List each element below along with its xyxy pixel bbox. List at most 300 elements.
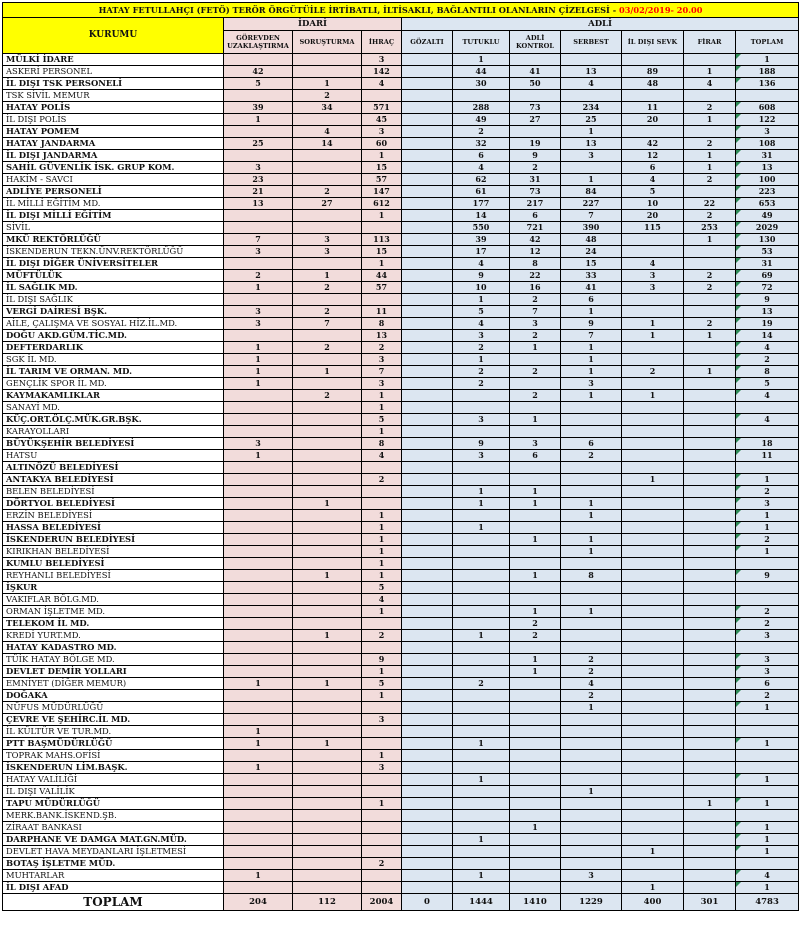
value-cell[interactable] bbox=[293, 822, 362, 834]
value-cell[interactable] bbox=[510, 462, 561, 474]
value-cell[interactable]: 2 bbox=[453, 378, 510, 390]
value-cell[interactable]: 25 bbox=[224, 138, 293, 150]
value-cell[interactable]: 72 bbox=[736, 282, 799, 294]
value-cell[interactable]: 9 bbox=[736, 570, 799, 582]
value-cell[interactable] bbox=[622, 774, 684, 786]
value-cell[interactable] bbox=[622, 582, 684, 594]
value-cell[interactable] bbox=[736, 810, 799, 822]
institution-name-cell[interactable]: SİVİL bbox=[3, 222, 224, 234]
value-cell[interactable]: 1 bbox=[453, 498, 510, 510]
value-cell[interactable]: 571 bbox=[362, 102, 402, 114]
value-cell[interactable] bbox=[293, 294, 362, 306]
value-cell[interactable] bbox=[293, 702, 362, 714]
value-cell[interactable] bbox=[622, 690, 684, 702]
value-cell[interactable]: 3 bbox=[362, 126, 402, 138]
value-cell[interactable]: 1 bbox=[224, 366, 293, 378]
value-cell[interactable] bbox=[402, 438, 453, 450]
institution-name-cell[interactable]: MKÜ REKTÖRLÜĞÜ bbox=[3, 234, 224, 246]
value-cell[interactable] bbox=[510, 594, 561, 606]
value-cell[interactable]: 1 bbox=[561, 702, 622, 714]
value-cell[interactable] bbox=[561, 846, 622, 858]
value-cell[interactable] bbox=[224, 606, 293, 618]
value-cell[interactable] bbox=[510, 126, 561, 138]
value-cell[interactable] bbox=[224, 690, 293, 702]
institution-name-cell[interactable]: VERGİ DAİRESİ BŞK. bbox=[3, 306, 224, 318]
total-value-cell[interactable]: 400 bbox=[622, 894, 684, 911]
value-cell[interactable]: 2 bbox=[510, 294, 561, 306]
value-cell[interactable]: 6 bbox=[510, 210, 561, 222]
value-cell[interactable] bbox=[402, 330, 453, 342]
value-cell[interactable] bbox=[224, 258, 293, 270]
value-cell[interactable] bbox=[362, 774, 402, 786]
value-cell[interactable] bbox=[402, 822, 453, 834]
value-cell[interactable]: 8 bbox=[736, 366, 799, 378]
value-cell[interactable]: 1 bbox=[561, 306, 622, 318]
value-cell[interactable] bbox=[224, 90, 293, 102]
value-cell[interactable]: 61 bbox=[453, 186, 510, 198]
value-cell[interactable] bbox=[453, 810, 510, 822]
value-cell[interactable] bbox=[402, 726, 453, 738]
value-cell[interactable] bbox=[402, 54, 453, 66]
value-cell[interactable] bbox=[736, 858, 799, 870]
value-cell[interactable]: 6 bbox=[561, 438, 622, 450]
value-cell[interactable] bbox=[684, 654, 736, 666]
value-cell[interactable] bbox=[362, 822, 402, 834]
value-cell[interactable] bbox=[224, 426, 293, 438]
value-cell[interactable] bbox=[293, 882, 362, 894]
value-cell[interactable]: 1 bbox=[224, 726, 293, 738]
value-cell[interactable]: 2 bbox=[510, 162, 561, 174]
value-cell[interactable] bbox=[293, 426, 362, 438]
value-cell[interactable] bbox=[402, 762, 453, 774]
value-cell[interactable]: 721 bbox=[510, 222, 561, 234]
value-cell[interactable] bbox=[684, 786, 736, 798]
value-cell[interactable] bbox=[362, 810, 402, 822]
value-cell[interactable]: 2 bbox=[736, 486, 799, 498]
value-cell[interactable] bbox=[622, 498, 684, 510]
value-cell[interactable] bbox=[224, 150, 293, 162]
value-cell[interactable] bbox=[622, 54, 684, 66]
value-cell[interactable] bbox=[293, 654, 362, 666]
institution-name-cell[interactable]: TAPU MÜDÜRLÜĞÜ bbox=[3, 798, 224, 810]
value-cell[interactable] bbox=[684, 702, 736, 714]
value-cell[interactable]: 39 bbox=[453, 234, 510, 246]
value-cell[interactable]: 1 bbox=[684, 798, 736, 810]
value-cell[interactable]: 1 bbox=[453, 834, 510, 846]
value-cell[interactable] bbox=[293, 690, 362, 702]
value-cell[interactable] bbox=[293, 114, 362, 126]
value-cell[interactable] bbox=[622, 522, 684, 534]
value-cell[interactable] bbox=[622, 570, 684, 582]
value-cell[interactable]: 2 bbox=[293, 390, 362, 402]
value-cell[interactable]: 3 bbox=[561, 378, 622, 390]
value-cell[interactable] bbox=[684, 738, 736, 750]
value-cell[interactable] bbox=[293, 774, 362, 786]
value-cell[interactable] bbox=[402, 774, 453, 786]
value-cell[interactable] bbox=[293, 558, 362, 570]
value-cell[interactable] bbox=[684, 450, 736, 462]
value-cell[interactable]: 2 bbox=[362, 630, 402, 642]
value-cell[interactable] bbox=[736, 462, 799, 474]
total-value-cell[interactable]: 204 bbox=[224, 894, 293, 911]
value-cell[interactable] bbox=[561, 834, 622, 846]
value-cell[interactable] bbox=[402, 558, 453, 570]
value-cell[interactable]: 1 bbox=[224, 378, 293, 390]
value-cell[interactable]: 19 bbox=[510, 138, 561, 150]
value-cell[interactable]: 3 bbox=[736, 654, 799, 666]
value-cell[interactable] bbox=[362, 498, 402, 510]
value-cell[interactable] bbox=[561, 486, 622, 498]
value-cell[interactable]: 1 bbox=[736, 474, 799, 486]
value-cell[interactable] bbox=[684, 498, 736, 510]
value-cell[interactable]: 2 bbox=[736, 354, 799, 366]
value-cell[interactable] bbox=[622, 750, 684, 762]
value-cell[interactable]: 16 bbox=[510, 282, 561, 294]
value-cell[interactable] bbox=[684, 882, 736, 894]
value-cell[interactable] bbox=[510, 774, 561, 786]
value-cell[interactable] bbox=[224, 858, 293, 870]
value-cell[interactable]: 12 bbox=[622, 150, 684, 162]
value-cell[interactable] bbox=[561, 882, 622, 894]
value-cell[interactable] bbox=[402, 642, 453, 654]
value-cell[interactable]: 3 bbox=[362, 762, 402, 774]
value-cell[interactable]: 9 bbox=[510, 150, 561, 162]
value-cell[interactable]: 2 bbox=[561, 450, 622, 462]
value-cell[interactable]: 3 bbox=[622, 270, 684, 282]
value-cell[interactable] bbox=[224, 414, 293, 426]
value-cell[interactable] bbox=[622, 642, 684, 654]
value-cell[interactable]: 1 bbox=[561, 534, 622, 546]
value-cell[interactable] bbox=[684, 534, 736, 546]
value-cell[interactable] bbox=[684, 294, 736, 306]
value-cell[interactable]: 4 bbox=[453, 318, 510, 330]
value-cell[interactable] bbox=[453, 690, 510, 702]
value-cell[interactable] bbox=[224, 822, 293, 834]
value-cell[interactable] bbox=[402, 366, 453, 378]
value-cell[interactable]: 1 bbox=[224, 282, 293, 294]
value-cell[interactable]: 39 bbox=[224, 102, 293, 114]
value-cell[interactable]: 27 bbox=[293, 198, 362, 210]
value-cell[interactable]: 4 bbox=[622, 174, 684, 186]
value-cell[interactable] bbox=[510, 702, 561, 714]
value-cell[interactable] bbox=[453, 402, 510, 414]
value-cell[interactable] bbox=[684, 474, 736, 486]
institution-name-cell[interactable]: HATAY JANDARMA bbox=[3, 138, 224, 150]
value-cell[interactable] bbox=[402, 786, 453, 798]
value-cell[interactable]: 2 bbox=[453, 342, 510, 354]
value-cell[interactable] bbox=[622, 450, 684, 462]
value-cell[interactable]: 3 bbox=[453, 330, 510, 342]
institution-name-cell[interactable]: MÜFTÜLÜK bbox=[3, 270, 224, 282]
value-cell[interactable] bbox=[736, 642, 799, 654]
value-cell[interactable]: 1 bbox=[510, 342, 561, 354]
value-cell[interactable] bbox=[362, 222, 402, 234]
value-cell[interactable]: 4 bbox=[736, 870, 799, 882]
value-cell[interactable] bbox=[622, 438, 684, 450]
value-cell[interactable] bbox=[224, 798, 293, 810]
value-cell[interactable] bbox=[622, 762, 684, 774]
value-cell[interactable]: 3 bbox=[510, 318, 561, 330]
value-cell[interactable]: 11 bbox=[622, 102, 684, 114]
value-cell[interactable]: 9 bbox=[362, 654, 402, 666]
value-cell[interactable] bbox=[510, 858, 561, 870]
value-cell[interactable] bbox=[684, 666, 736, 678]
value-cell[interactable] bbox=[224, 534, 293, 546]
value-cell[interactable] bbox=[684, 354, 736, 366]
value-cell[interactable] bbox=[736, 594, 799, 606]
institution-name-cell[interactable]: İL KÜLTÜR VE TUR.MD. bbox=[3, 726, 224, 738]
institution-name-cell[interactable]: İL DIŞI DİĞER ÜNİVERSİTELER bbox=[3, 258, 224, 270]
value-cell[interactable] bbox=[293, 474, 362, 486]
value-cell[interactable] bbox=[402, 210, 453, 222]
value-cell[interactable]: 42 bbox=[510, 234, 561, 246]
value-cell[interactable] bbox=[561, 810, 622, 822]
value-cell[interactable] bbox=[561, 738, 622, 750]
value-cell[interactable] bbox=[362, 870, 402, 882]
value-cell[interactable]: 2 bbox=[561, 690, 622, 702]
value-cell[interactable] bbox=[402, 66, 453, 78]
value-cell[interactable] bbox=[293, 510, 362, 522]
total-value-cell[interactable]: 112 bbox=[293, 894, 362, 911]
institution-name-cell[interactable]: HASSA BELEDİYESİ bbox=[3, 522, 224, 534]
total-value-cell[interactable]: 301 bbox=[684, 894, 736, 911]
value-cell[interactable] bbox=[684, 582, 736, 594]
value-cell[interactable] bbox=[453, 666, 510, 678]
value-cell[interactable] bbox=[622, 630, 684, 642]
value-cell[interactable]: 4 bbox=[453, 258, 510, 270]
value-cell[interactable]: 1 bbox=[510, 654, 561, 666]
value-cell[interactable]: 2 bbox=[684, 270, 736, 282]
value-cell[interactable]: 1 bbox=[224, 450, 293, 462]
value-cell[interactable] bbox=[224, 786, 293, 798]
value-cell[interactable] bbox=[402, 498, 453, 510]
value-cell[interactable] bbox=[510, 714, 561, 726]
value-cell[interactable]: 18 bbox=[736, 438, 799, 450]
value-cell[interactable]: 108 bbox=[736, 138, 799, 150]
value-cell[interactable]: 1 bbox=[224, 870, 293, 882]
value-cell[interactable] bbox=[622, 606, 684, 618]
value-cell[interactable] bbox=[561, 426, 622, 438]
value-cell[interactable]: 1 bbox=[510, 498, 561, 510]
value-cell[interactable] bbox=[402, 798, 453, 810]
value-cell[interactable] bbox=[736, 582, 799, 594]
institution-name-cell[interactable]: NÜFUS MÜDÜRLÜĞÜ bbox=[3, 702, 224, 714]
value-cell[interactable] bbox=[402, 222, 453, 234]
value-cell[interactable] bbox=[224, 834, 293, 846]
value-cell[interactable] bbox=[293, 762, 362, 774]
value-cell[interactable] bbox=[736, 90, 799, 102]
value-cell[interactable]: 7 bbox=[561, 330, 622, 342]
value-cell[interactable] bbox=[224, 222, 293, 234]
value-cell[interactable] bbox=[622, 810, 684, 822]
value-cell[interactable]: 1 bbox=[684, 150, 736, 162]
value-cell[interactable]: 2 bbox=[736, 618, 799, 630]
value-cell[interactable] bbox=[561, 474, 622, 486]
value-cell[interactable] bbox=[684, 546, 736, 558]
value-cell[interactable] bbox=[684, 630, 736, 642]
value-cell[interactable] bbox=[622, 678, 684, 690]
value-cell[interactable]: 1 bbox=[293, 270, 362, 282]
total-value-cell[interactable]: 1444 bbox=[453, 894, 510, 911]
value-cell[interactable]: 1 bbox=[453, 738, 510, 750]
institution-name-cell[interactable]: HATSU bbox=[3, 450, 224, 462]
value-cell[interactable]: 1 bbox=[736, 822, 799, 834]
value-cell[interactable] bbox=[402, 618, 453, 630]
value-cell[interactable] bbox=[402, 270, 453, 282]
value-cell[interactable] bbox=[293, 354, 362, 366]
value-cell[interactable]: 1 bbox=[622, 846, 684, 858]
value-cell[interactable] bbox=[402, 750, 453, 762]
value-cell[interactable]: 2 bbox=[510, 630, 561, 642]
institution-name-cell[interactable]: SANAYİ MD. bbox=[3, 402, 224, 414]
value-cell[interactable]: 1 bbox=[736, 834, 799, 846]
value-cell[interactable] bbox=[293, 162, 362, 174]
value-cell[interactable]: 4 bbox=[736, 342, 799, 354]
value-cell[interactable] bbox=[402, 606, 453, 618]
institution-name-cell[interactable]: ZİRAAT BANKASI bbox=[3, 822, 224, 834]
value-cell[interactable] bbox=[684, 306, 736, 318]
value-cell[interactable]: 1 bbox=[561, 546, 622, 558]
value-cell[interactable] bbox=[224, 486, 293, 498]
value-cell[interactable]: 5 bbox=[453, 306, 510, 318]
value-cell[interactable]: 6 bbox=[622, 162, 684, 174]
value-cell[interactable] bbox=[402, 102, 453, 114]
value-cell[interactable]: 2 bbox=[561, 666, 622, 678]
value-cell[interactable] bbox=[622, 462, 684, 474]
value-cell[interactable] bbox=[402, 654, 453, 666]
value-cell[interactable] bbox=[293, 726, 362, 738]
value-cell[interactable] bbox=[453, 642, 510, 654]
value-cell[interactable]: 44 bbox=[362, 270, 402, 282]
value-cell[interactable] bbox=[561, 90, 622, 102]
institution-name-cell[interactable]: HAKİM - SAVCI bbox=[3, 174, 224, 186]
value-cell[interactable]: 13 bbox=[561, 138, 622, 150]
value-cell[interactable]: 2 bbox=[293, 342, 362, 354]
value-cell[interactable]: 1 bbox=[224, 678, 293, 690]
value-cell[interactable]: 1 bbox=[453, 774, 510, 786]
value-cell[interactable] bbox=[402, 630, 453, 642]
value-cell[interactable] bbox=[561, 54, 622, 66]
value-cell[interactable] bbox=[510, 726, 561, 738]
value-cell[interactable]: 1 bbox=[293, 366, 362, 378]
value-cell[interactable]: 1 bbox=[453, 54, 510, 66]
value-cell[interactable] bbox=[293, 870, 362, 882]
value-cell[interactable]: 9 bbox=[736, 294, 799, 306]
value-cell[interactable] bbox=[684, 186, 736, 198]
value-cell[interactable] bbox=[453, 702, 510, 714]
value-cell[interactable]: 1 bbox=[362, 666, 402, 678]
value-cell[interactable]: 1 bbox=[362, 534, 402, 546]
institution-name-cell[interactable]: TSK SİVİL MEMUR bbox=[3, 90, 224, 102]
value-cell[interactable] bbox=[293, 618, 362, 630]
value-cell[interactable]: 1 bbox=[736, 510, 799, 522]
institution-name-cell[interactable]: ALTINÖZÜ BELEDİYESİ bbox=[3, 462, 224, 474]
value-cell[interactable]: 73 bbox=[510, 102, 561, 114]
value-cell[interactable]: 3 bbox=[510, 438, 561, 450]
value-cell[interactable]: 1 bbox=[224, 342, 293, 354]
value-cell[interactable]: 612 bbox=[362, 198, 402, 210]
value-cell[interactable]: 1 bbox=[684, 66, 736, 78]
value-cell[interactable]: 1 bbox=[293, 678, 362, 690]
institution-name-cell[interactable]: İL DIŞI POLİS bbox=[3, 114, 224, 126]
institution-name-cell[interactable]: REYHANLI BELEDİYESİ bbox=[3, 570, 224, 582]
value-cell[interactable] bbox=[224, 570, 293, 582]
value-cell[interactable]: 217 bbox=[510, 198, 561, 210]
value-cell[interactable] bbox=[622, 738, 684, 750]
value-cell[interactable] bbox=[453, 582, 510, 594]
value-cell[interactable]: 1 bbox=[622, 474, 684, 486]
value-cell[interactable] bbox=[622, 510, 684, 522]
institution-name-cell[interactable]: DEVLET DEMİR YOLLARI bbox=[3, 666, 224, 678]
value-cell[interactable] bbox=[453, 426, 510, 438]
value-cell[interactable] bbox=[510, 690, 561, 702]
value-cell[interactable] bbox=[402, 114, 453, 126]
value-cell[interactable]: 2 bbox=[362, 474, 402, 486]
value-cell[interactable]: 27 bbox=[510, 114, 561, 126]
value-cell[interactable] bbox=[684, 54, 736, 66]
institution-name-cell[interactable]: AİLE, ÇALIŞMA VE SOSYAL HİZ.İL.MD. bbox=[3, 318, 224, 330]
value-cell[interactable] bbox=[622, 234, 684, 246]
value-cell[interactable] bbox=[453, 798, 510, 810]
institution-name-cell[interactable]: ORMAN İŞLETME MD. bbox=[3, 606, 224, 618]
institution-name-cell[interactable]: DÖRTYOL BELEDİYESİ bbox=[3, 498, 224, 510]
value-cell[interactable]: 2 bbox=[684, 210, 736, 222]
institution-name-cell[interactable]: ERZİN BELEDİYESİ bbox=[3, 510, 224, 522]
value-cell[interactable] bbox=[362, 726, 402, 738]
value-cell[interactable] bbox=[622, 378, 684, 390]
institution-name-cell[interactable]: KÜÇ.ORT.ÖLÇ.MÜK.GR.BŞK. bbox=[3, 414, 224, 426]
value-cell[interactable] bbox=[684, 714, 736, 726]
value-cell[interactable]: 53 bbox=[736, 246, 799, 258]
value-cell[interactable]: 3 bbox=[362, 54, 402, 66]
value-cell[interactable]: 2029 bbox=[736, 222, 799, 234]
value-cell[interactable]: 1 bbox=[510, 822, 561, 834]
value-cell[interactable]: 1 bbox=[561, 354, 622, 366]
value-cell[interactable]: 1 bbox=[510, 570, 561, 582]
value-cell[interactable]: 653 bbox=[736, 198, 799, 210]
value-cell[interactable] bbox=[224, 618, 293, 630]
value-cell[interactable] bbox=[293, 606, 362, 618]
value-cell[interactable] bbox=[293, 810, 362, 822]
value-cell[interactable]: 1 bbox=[561, 366, 622, 378]
value-cell[interactable] bbox=[293, 210, 362, 222]
value-cell[interactable] bbox=[362, 486, 402, 498]
value-cell[interactable] bbox=[293, 486, 362, 498]
value-cell[interactable] bbox=[453, 858, 510, 870]
value-cell[interactable]: 19 bbox=[736, 318, 799, 330]
value-cell[interactable]: 4 bbox=[453, 162, 510, 174]
value-cell[interactable]: 17 bbox=[453, 246, 510, 258]
value-cell[interactable]: 3 bbox=[362, 354, 402, 366]
value-cell[interactable] bbox=[510, 798, 561, 810]
value-cell[interactable] bbox=[453, 510, 510, 522]
value-cell[interactable] bbox=[402, 678, 453, 690]
value-cell[interactable] bbox=[561, 762, 622, 774]
value-cell[interactable]: 8 bbox=[561, 570, 622, 582]
value-cell[interactable]: 12 bbox=[510, 246, 561, 258]
value-cell[interactable]: 234 bbox=[561, 102, 622, 114]
value-cell[interactable] bbox=[622, 558, 684, 570]
value-cell[interactable]: 2 bbox=[453, 678, 510, 690]
value-cell[interactable] bbox=[622, 702, 684, 714]
value-cell[interactable]: 1 bbox=[684, 114, 736, 126]
value-cell[interactable] bbox=[510, 582, 561, 594]
value-cell[interactable] bbox=[510, 354, 561, 366]
value-cell[interactable]: 3 bbox=[224, 438, 293, 450]
value-cell[interactable] bbox=[622, 834, 684, 846]
value-cell[interactable] bbox=[402, 282, 453, 294]
value-cell[interactable] bbox=[684, 246, 736, 258]
